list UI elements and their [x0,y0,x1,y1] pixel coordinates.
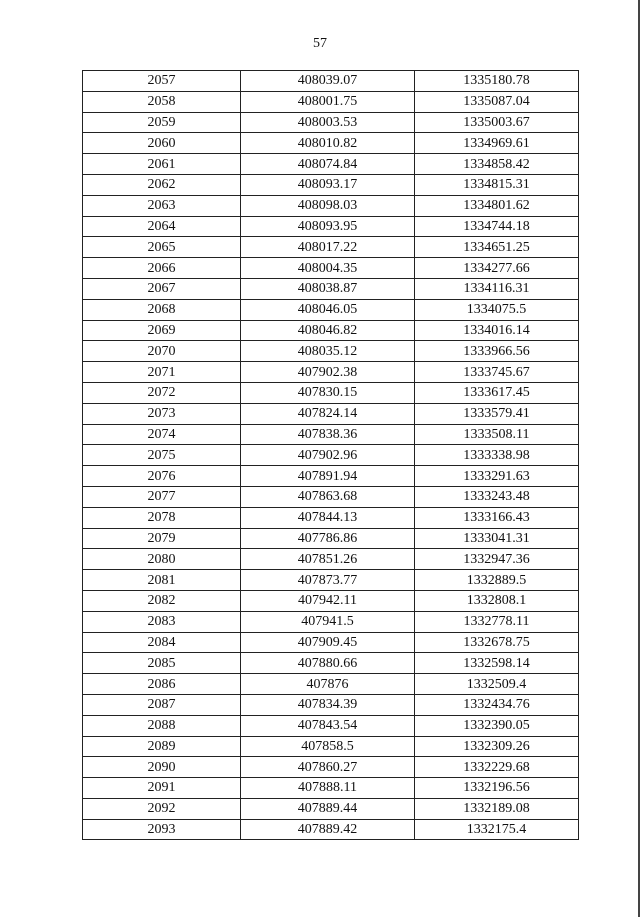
y-coordinate-cell: 1335180.78 [415,71,579,92]
x-coordinate-cell: 407843.54 [241,715,415,736]
point-number-cell: 2083 [83,611,241,632]
table-row [83,590,579,611]
table-row [83,694,579,715]
y-coordinate-cell: 1334815.31 [415,174,579,195]
y-coordinate-cell: 1334801.62 [415,195,579,216]
point-number-cell: 2067 [83,278,241,299]
y-coordinate-cell: 1332947.36 [415,549,579,570]
point-number-cell: 2084 [83,632,241,653]
x-coordinate-cell: 408098.03 [241,195,415,216]
table-row [83,216,579,237]
x-coordinate-cell: 408093.95 [241,216,415,237]
point-number-cell: 2070 [83,341,241,362]
point-number-cell: 2058 [83,91,241,112]
point-number-cell: 2069 [83,320,241,341]
y-coordinate-cell: 1332196.56 [415,778,579,799]
x-coordinate-cell: 407889.42 [241,819,415,840]
table-row [83,382,579,403]
x-coordinate-cell: 408038.87 [241,278,415,299]
table-row [83,112,579,133]
point-number-cell: 2060 [83,133,241,154]
table-row [83,778,579,799]
table-row [83,611,579,632]
y-coordinate-cell: 1332598.14 [415,653,579,674]
x-coordinate-cell: 407902.38 [241,362,415,383]
y-coordinate-cell: 1334858.42 [415,154,579,175]
point-number-cell: 2086 [83,674,241,695]
point-number-cell: 2074 [83,424,241,445]
point-number-cell: 2078 [83,507,241,528]
x-coordinate-cell: 408035.12 [241,341,415,362]
point-number-cell: 2092 [83,798,241,819]
point-number-cell: 2066 [83,258,241,279]
x-coordinate-cell: 408004.35 [241,258,415,279]
x-coordinate-cell: 407844.13 [241,507,415,528]
x-coordinate-cell: 407891.94 [241,466,415,487]
table-row [83,570,579,591]
y-coordinate-cell: 1332229.68 [415,757,579,778]
table-row [83,445,579,466]
y-coordinate-cell: 1332678.75 [415,632,579,653]
y-coordinate-cell: 1335003.67 [415,112,579,133]
table-row [83,486,579,507]
y-coordinate-cell: 1334651.25 [415,237,579,258]
table-row [83,798,579,819]
table-row [83,632,579,653]
point-number-cell: 2065 [83,237,241,258]
x-coordinate-cell: 407860.27 [241,757,415,778]
table-row [83,819,579,840]
point-number-cell: 2062 [83,174,241,195]
table-row [83,154,579,175]
y-coordinate-cell: 1334277.66 [415,258,579,279]
table-row [83,507,579,528]
y-coordinate-cell: 1333041.31 [415,528,579,549]
y-coordinate-cell: 1332309.26 [415,736,579,757]
x-coordinate-cell: 407824.14 [241,403,415,424]
y-coordinate-cell: 1333508.11 [415,424,579,445]
y-coordinate-cell: 1333745.67 [415,362,579,383]
y-coordinate-cell: 1334116.31 [415,278,579,299]
table-row [83,299,579,320]
y-coordinate-cell: 1332434.76 [415,694,579,715]
point-number-cell: 2079 [83,528,241,549]
x-coordinate-cell: 407851.26 [241,549,415,570]
point-number-cell: 2089 [83,736,241,757]
point-number-cell: 2077 [83,486,241,507]
x-coordinate-cell: 407873.77 [241,570,415,591]
point-number-cell: 2085 [83,653,241,674]
x-coordinate-cell: 408017.22 [241,237,415,258]
y-coordinate-cell: 1332509.4 [415,674,579,695]
point-number-cell: 2090 [83,757,241,778]
x-coordinate-cell: 408046.82 [241,320,415,341]
x-coordinate-cell: 408046.05 [241,299,415,320]
x-coordinate-cell: 407880.66 [241,653,415,674]
x-coordinate-cell: 407834.39 [241,694,415,715]
point-number-cell: 2063 [83,195,241,216]
y-coordinate-cell: 1335087.04 [415,91,579,112]
table-row [83,71,579,92]
table-row [83,362,579,383]
x-coordinate-cell: 407863.68 [241,486,415,507]
y-coordinate-cell: 1333617.45 [415,382,579,403]
x-coordinate-cell: 407909.45 [241,632,415,653]
y-coordinate-cell: 1333243.48 [415,486,579,507]
x-coordinate-cell: 408003.53 [241,112,415,133]
table-row [83,757,579,778]
point-number-cell: 2093 [83,819,241,840]
point-number-cell: 2082 [83,590,241,611]
x-coordinate-cell: 407888.11 [241,778,415,799]
table-row [83,320,579,341]
point-number-cell: 2091 [83,778,241,799]
y-coordinate-cell: 1334969.61 [415,133,579,154]
point-number-cell: 2080 [83,549,241,570]
x-coordinate-cell: 408074.84 [241,154,415,175]
x-coordinate-cell: 407838.36 [241,424,415,445]
y-coordinate-cell: 1333579.41 [415,403,579,424]
y-coordinate-cell: 1333166.43 [415,507,579,528]
table-row [83,528,579,549]
x-coordinate-cell: 407830.15 [241,382,415,403]
point-number-cell: 2071 [83,362,241,383]
table-row [83,195,579,216]
x-coordinate-cell: 408010.82 [241,133,415,154]
table-row [83,653,579,674]
table-row [83,715,579,736]
point-number-cell: 2087 [83,694,241,715]
x-coordinate-cell: 408039.07 [241,71,415,92]
y-coordinate-cell: 1334744.18 [415,216,579,237]
coordinates-table-body [83,71,579,840]
y-coordinate-cell: 1334016.14 [415,320,579,341]
y-coordinate-cell: 1333338.98 [415,445,579,466]
x-coordinate-cell: 407786.86 [241,528,415,549]
table-row [83,341,579,362]
y-coordinate-cell: 1333966.56 [415,341,579,362]
table-row [83,403,579,424]
point-number-cell: 2064 [83,216,241,237]
table-row [83,174,579,195]
point-number-cell: 2073 [83,403,241,424]
y-coordinate-cell: 1332778.11 [415,611,579,632]
y-coordinate-cell: 1332808.1 [415,590,579,611]
y-coordinate-cell: 1332175.4 [415,819,579,840]
table-row [83,258,579,279]
x-coordinate-cell: 407942.11 [241,590,415,611]
y-coordinate-cell: 1333291.63 [415,466,579,487]
table-row [83,237,579,258]
point-number-cell: 2068 [83,299,241,320]
page-number: 57 [313,36,327,51]
table-row [83,424,579,445]
point-number-cell: 2081 [83,570,241,591]
x-coordinate-cell: 407941.5 [241,611,415,632]
point-number-cell: 2088 [83,715,241,736]
table-row [83,736,579,757]
point-number-cell: 2075 [83,445,241,466]
point-number-cell: 2061 [83,154,241,175]
y-coordinate-cell: 1332189.08 [415,798,579,819]
coordinates-table [82,70,579,840]
table-row [83,549,579,570]
point-number-cell: 2072 [83,382,241,403]
table-row [83,278,579,299]
x-coordinate-cell: 407889.44 [241,798,415,819]
table-row [83,466,579,487]
y-coordinate-cell: 1332889.5 [415,570,579,591]
point-number-cell: 2076 [83,466,241,487]
table-row [83,91,579,112]
table-row [83,133,579,154]
table-row [83,674,579,695]
x-coordinate-cell: 407858.5 [241,736,415,757]
y-coordinate-cell: 1334075.5 [415,299,579,320]
x-coordinate-cell: 407902.96 [241,445,415,466]
x-coordinate-cell: 408093.17 [241,174,415,195]
point-number-cell: 2059 [83,112,241,133]
x-coordinate-cell: 408001.75 [241,91,415,112]
point-number-cell: 2057 [83,71,241,92]
y-coordinate-cell: 1332390.05 [415,715,579,736]
x-coordinate-cell: 407876 [241,674,415,695]
